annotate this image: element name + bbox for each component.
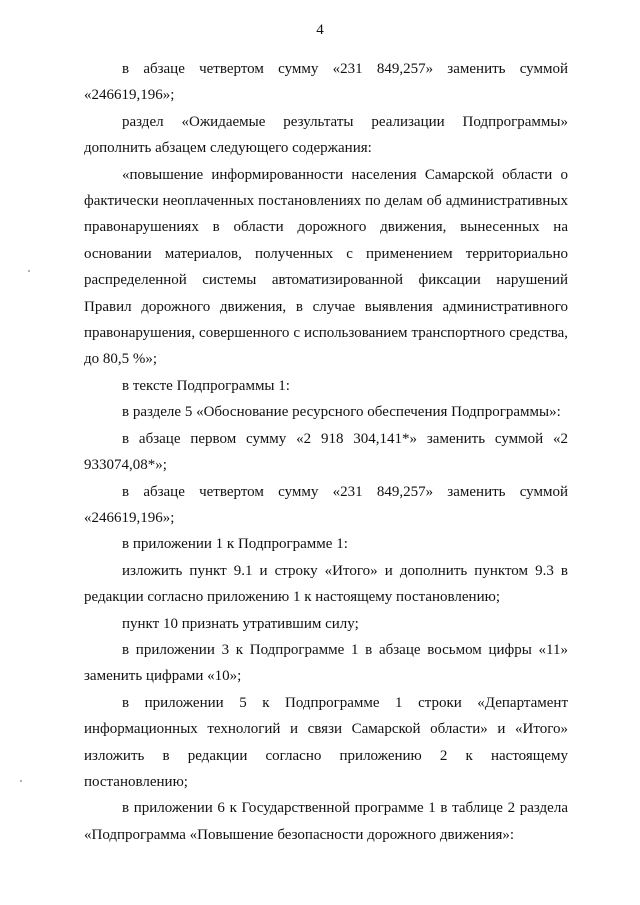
page-number: 4 [316,22,324,38]
scan-speck [20,780,22,782]
paragraph-expected-results-section: раздел «Ожидаемые результаты реализации Подпрограммы» дополнить абзацем следующего содержания: [84,113,568,157]
paragraph-replace-sum-fourth-paragraph-2: в абзаце четвертом сумму «231 849,257» заменить суммой «246619,196»; [84,483,568,526]
paragraph-item-9-1: изложить пункт 9.1 и строку «Итого» и дополнить пунктом 9.3 в редакции согласно приложению 1 к настоящему постановлению; [84,562,568,606]
paragraph-section-5-resources: в разделе 5 «Обоснование ресурсного обеспечения Подпрограммы»: [122,404,561,421]
paragraph-new-indicator-text: «повышение информированности населения Самарской области о фактически неоплаченных постановлениях по делам об административных правонарушениях в области дорожного движения, вынесенных на основании материалов, полученных с применением территориально распределенной системы автоматизированной фиксации нарушений Правил дорожного движения, в случае выявления административного правонарушения, совершенного с использованием транспортного средства, до 80,5 %»; [84,166,568,368]
paragraph-replace-sum-first-paragraph: в абзаце первом сумму «2 918 304,141*» заменить суммой «2 933074,08*»; [84,430,568,474]
paragraph-appendix-5: в приложении 5 к Подпрограмме 1 строки «Департамент информационных технологий и связи Самарской области» и «Итого» изложить в редакции согласно приложению 2 к настоящему постановлению; [84,694,568,790]
document-body [84,56,568,848]
paragraph-appendix-6: в приложении 6 к Государственной программе 1 в таблице 2 раздела «Подпрограмма «Повышение безопасности дорожного движения»: [84,800,568,843]
paragraph-subprogram-text-heading: в тексте Подпрограммы 1: [122,377,290,394]
scan-speck [28,270,30,272]
paragraph-replace-sum-fourth-paragraph: в абзаце четвертом сумму «231 849,257» заменить суммой «246619,196»; [84,61,568,104]
paragraph-appendix-3: в приложении 3 к Подпрограмме 1 в абзаце восьмом цифры «11» заменить цифрами «10»; [84,641,568,685]
paragraph-appendix-1-heading: в приложении 1 к Подпрограмме 1: [122,536,348,553]
paragraph-item-10-void: пункт 10 признать утратившим силу; [122,615,359,632]
